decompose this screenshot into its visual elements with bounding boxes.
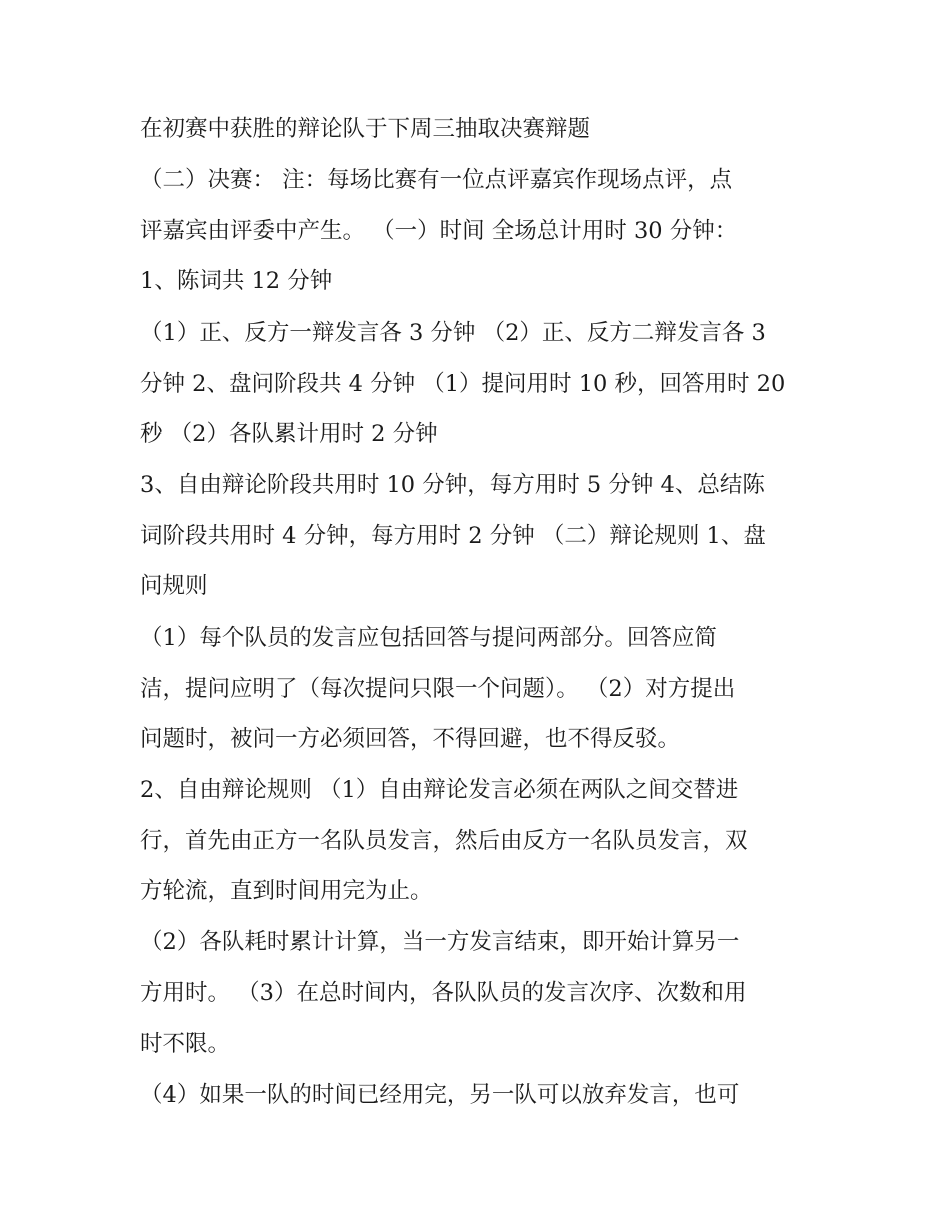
- text-line: 时不限。: [140, 1031, 231, 1057]
- text-line: 洁，提问应明了（每次提问只限一个问题）。 （2）对方提出: [140, 676, 736, 702]
- text-line: 方轮流，直到时间用完为止。: [140, 878, 433, 904]
- text-line: 方用时。 （3）在总时间内，各队队员的发言次序、次数和用: [140, 980, 747, 1006]
- text-line: 词阶段共用时 4 分钟，每方用时 2 分钟 （二）辩论规则 1、盘: [140, 523, 766, 549]
- text-line: 1、陈词共 12 分钟: [140, 268, 333, 294]
- text-line: 2、自由辩论规则 （1）自由辩论发言必须在两队之间交替进: [140, 777, 739, 803]
- text-line: 行，首先由正方一名队员发言，然后由反方一名队员发言，双: [140, 828, 748, 854]
- text-line: 秒 （2）各队累计用时 2 分钟: [140, 421, 438, 447]
- text-line: （1）正、反方一辩发言各 3 分钟 （2）正、反方二辩发言各 3: [140, 320, 766, 346]
- text-line: 分钟 2、盘问阶段共 4 分钟 （1）提问用时 10 秒，回答用时 20: [140, 371, 786, 397]
- text-line: （二）决赛： 注：每场比赛有一位点评嘉宾作现场点评，点: [140, 167, 733, 193]
- text-line: 问题时，被问一方必须回答，不得回避，也不得反驳。: [140, 726, 681, 752]
- text-line: 在初赛中获胜的辩论队于下周三抽取决赛辩题: [140, 116, 591, 142]
- text-line: 问规则: [140, 573, 208, 599]
- text-line: 3、自由辩论阶段共用时 10 分钟，每方用时 5 分钟 4、总结陈: [140, 472, 765, 498]
- text-line: （1）每个队员的发言应包括回答与提问两部分。回答应简: [140, 625, 717, 651]
- text-line: （4）如果一队的时间已经用完，另一队可以放弃发言，也可: [140, 1082, 740, 1108]
- text-line: 评嘉宾由评委中产生。 （一）时间 全场总计用时 30 分钟：: [140, 218, 738, 244]
- text-line: （2）各队耗时累计计算，当一方发言结束，即开始计算另一: [140, 929, 740, 955]
